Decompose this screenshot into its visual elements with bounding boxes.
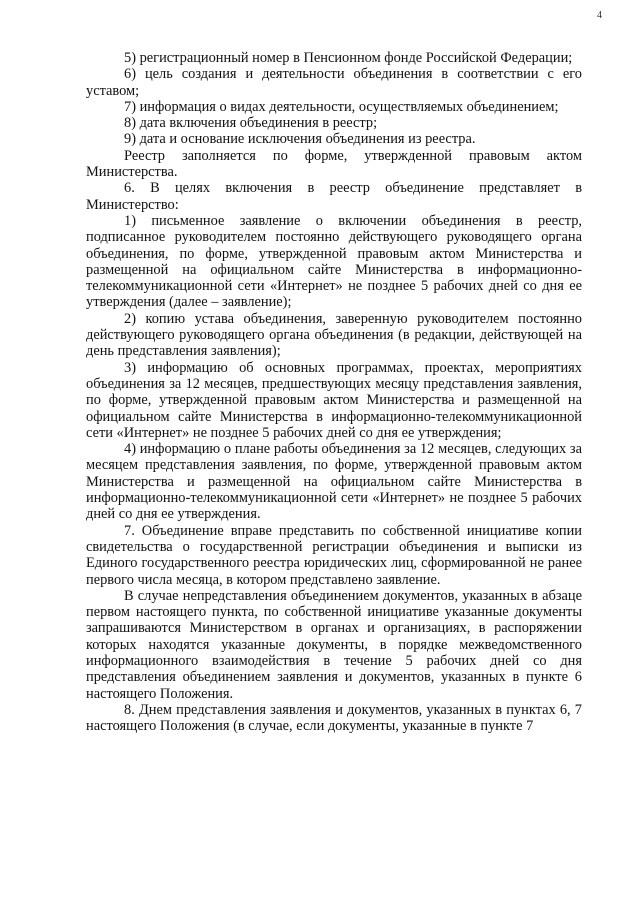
list-item-6: 6) цель создания и деятельности объединения в соответствии с его уставом; <box>86 66 582 99</box>
clause-7-paragraph: 7. Объединение вправе представить по собственной инициативе копии свидетельства о государственной регистрации объединения и выписки из Единого государственного реестра юридических лиц, сформированной не ранее первого числа месяца, в котором представлено заявление. <box>86 522 582 588</box>
registry-form-paragraph: Реестр заполняется по форме, утвержденной правовым актом Министерства. <box>86 147 582 181</box>
clause-6-heading: 6. В целях включения в реестр объединение представляет в Министерство: <box>86 180 582 213</box>
clause-6-item-3: 3) информацию об основных программах, проектах, мероприятиях объединения за 12 месяцев, предшествующих месяцу представления заявления, по форме, утвержденной правовым актом Министерства и размещенной на официальном сайте Министерства в информационно-телекоммуникационной сети «Интернет» не позднее 5 рабочих дней со дня ее утверждения; <box>86 359 582 441</box>
clause-8-paragraph: 8. Днем представления заявления и документов, указанных в пунктах 6, 7 настоящего Положения (в случае, если документы, указанные в пункте 7 <box>86 701 582 735</box>
list-item-5: 5) регистрационный номер в Пенсионном фонде Российской Федерации; <box>124 50 573 66</box>
clause-7-second-paragraph: В случае непредставления объединением документов, указанных в абзаце первом настоящего пункта, по собственной инициативе указанные документы запрашиваются Министерством в органах и организациях, в распоряжении которых находятся указанные документы, в порядке межведомственного информационного взаимодействия в течение 5 рабочих дней со дня представления объединением заявления и документов, указанных в пункте 6 настоящего Положения. <box>86 587 582 702</box>
list-item-8: 8) дата включения объединения в реестр; <box>124 115 378 132</box>
clause-6-item-1: 1) письменное заявление о включении объединения в реестр, подписанное руководителем постоянно действующего руководящего органа объединения, по форме, утвержденной правовым актом Министерства и размещенной на официальном сайте Министерства в информационно-телекоммуникационной сети «Интернет» не позднее 5 рабочих дней со дня ее утверждения (далее – заявление); <box>86 212 582 311</box>
list-item-7: 7) информация о видах деятельности, осуществляемых объединением; <box>124 98 559 115</box>
document-body <box>86 50 582 734</box>
clause-6-item-2: 2) копию устава объединения, заверенную руководителем постоянно действующего руководящего органа объединения (в редакции, действующей на день представления заявления); <box>86 310 582 360</box>
list-item-9: 9) дата и основание исключения объединения из реестра. <box>124 131 476 148</box>
clause-6-item-4: 4) информацию о плане работы объединения за 12 месяцев, следующих за месяцем представления заявления, по форме, утвержденной правовым актом Министерства и размещенной на официальном сайте Министерства в информационно-телекоммуникационной сети «Интернет» не позднее 5 рабочих дней со дня ее утверждения. <box>86 441 582 523</box>
page-number: 4 <box>597 10 602 21</box>
